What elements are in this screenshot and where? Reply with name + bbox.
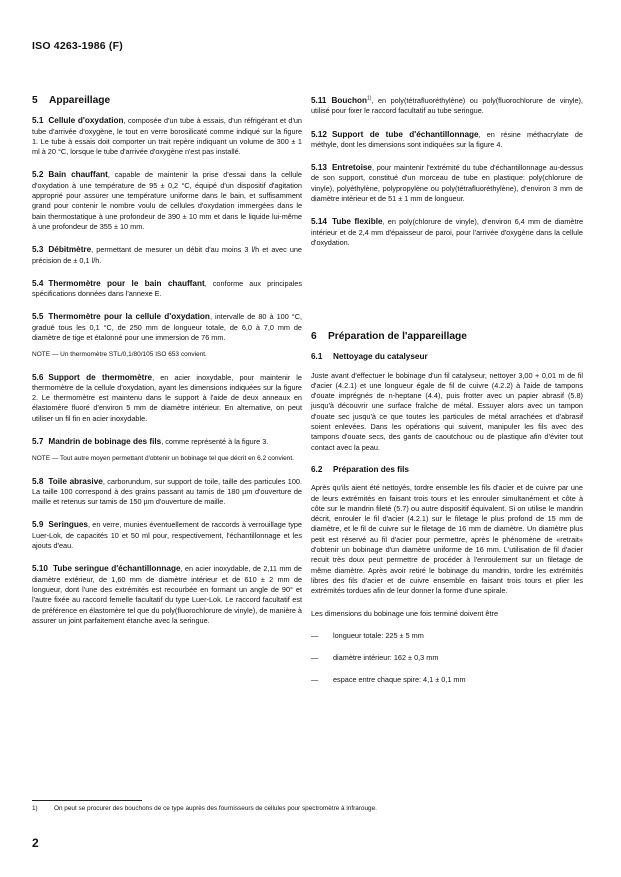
clause-number: 5.3: [32, 245, 44, 255]
clause-text: , intervalle de 80 à 100 °C, gradué tous les 0,1 °C, de 250 mm de longueur totale, de 6,0 à 7,0 mm de diamètre de tige et étalonné pour une immersion de 76 mm.: [32, 312, 303, 343]
clause-5-8: [32, 477, 302, 508]
dash-bullet: —: [311, 630, 319, 640]
subsection-heading-6-2: [311, 465, 583, 475]
clause-text: , en résine méthacrylate de méthyle, dont les dimensions sont indiquées sur la figure 4.: [311, 129, 583, 149]
clause-5-4: [32, 279, 302, 300]
footnote-ref: 1): [366, 95, 372, 102]
clause-5-9: [32, 520, 302, 551]
section-number: 6: [311, 331, 317, 342]
list-item: [311, 631, 583, 641]
clause-5-13: [311, 163, 583, 204]
clause-term: Thermomètre pour la cellule d'oxydation: [48, 312, 210, 322]
dash-bullet: —: [311, 675, 319, 685]
section-heading-6: [311, 332, 583, 342]
clause-term: Débitmètre: [48, 245, 92, 255]
subsection-title: Nettoyage du catalyseur: [333, 352, 428, 362]
document-header: ISO 4263-1986 (F): [32, 40, 123, 52]
clause-5-12: [311, 130, 583, 151]
footnote-divider: [32, 800, 142, 801]
subsection-number: 6.1: [311, 352, 323, 362]
clause-term: Tube seringue d'échantillonnage: [52, 564, 181, 574]
footnote: [32, 805, 377, 812]
subsection-heading-6-1: [311, 352, 583, 362]
left-column: [32, 96, 302, 639]
clause-number: 5.8: [32, 476, 44, 486]
note-5-5: NOTE — Un thermomètre STL/0,1/80/105 ISO 653 convient.: [32, 351, 207, 359]
clause-text: , composée d'un tube à essais, d'un réfrigérant et d'un tube d'arrivée d'oxygène, le tout en verre borosilicaté comme indiqué sur la figure 1. Le tube à essais doit comporter un trait repère indiquant un volume de 300 ± 1 ml à 20 °C, lorsque le tube d'arrivée d'oxygène n'est pas installé.: [32, 116, 302, 157]
footnote-text: On peut se procurer des bouchons de ce type auprès des fournisseurs de cellules pour spectromètre à infrarouge.: [54, 805, 377, 812]
clause-5-5: [32, 312, 302, 343]
clause-term: Toile abrasive: [48, 476, 103, 486]
clause-term: Thermomètre pour le bain chauffant: [48, 278, 205, 288]
clause-number: 5.11: [311, 96, 327, 105]
clause-term: Mandrin de bobinage des fils: [48, 437, 162, 447]
section-heading-5: [32, 96, 302, 106]
clause-term: Support de thermomètre: [48, 372, 153, 382]
clause-text: , comme représenté à la figure 3.: [161, 437, 269, 447]
clause-text: , en verre, munies éventuellement de raccords à verrouillage type Luer-Lok, de capacités 10 et 50 ml pour, respectivement, l'échantillonnage et les ajouts d'eau.: [32, 520, 302, 551]
clause-number: 5.7: [32, 437, 44, 447]
page-number: 2: [32, 836, 39, 850]
list-item-text: longueur totale: 225 ± 5 mm: [333, 630, 424, 640]
clause-term: Tube flexible: [331, 217, 383, 227]
clause-text: , permettant de mesurer un débit d'au moins 3 l/h et avec une précision de ± 0,1 l/h.: [32, 245, 302, 265]
note-5-7: NOTE — Tout autre moyen permettant d'obtenir un bobinage tel que décrit en 6.2 convient.: [32, 455, 294, 463]
clause-text: , pour maintenir l'extrémité du tube d'échantillonnage au-dessus de son support, constitué d'un morceau de tube en plastique: poly(chlorure de vinyle), polyéthylène, polypropylène ou poly(tétrafluoréthylène), d'environ 3 mm de diamètre intérieur et de 51 ± 1 mm de longueur.: [311, 163, 583, 204]
clause-text: , en acier inoxydable, pour maintenir le thermomètre de la cellule d'oxydation, ayant les dimensions indiquées sur la figure 2. Le thermomètre est maintenu dans le support à l'aide de deux anneaux en élastomère fluoré d'environ 5 mm de diamètre intérieur. En alternative, on peut utiliser un fil fin en acier inoxydable.: [32, 372, 302, 423]
clause-number: 5.9: [32, 520, 44, 530]
list-item: [311, 653, 583, 663]
clause-5-3: [32, 245, 302, 266]
clause-5-7: [32, 437, 302, 447]
clause-5-1: [32, 116, 302, 157]
subsection-number: 6.2: [311, 464, 323, 474]
list-item: [311, 675, 583, 685]
section-title: Préparation de l'appareillage: [328, 331, 467, 342]
subsection-title: Préparation des fils: [333, 464, 409, 474]
right-column-section-6: [311, 332, 583, 698]
clause-text: , en acier inoxydable, de 2,11 mm de diamètre extérieur, de 1,60 mm de diamètre intérieur et de 610 ± 2 mm de longueur, dont l'une des extrémités est recourbée en formant un angle de 90° et l'autre fixée au raccord femelle facultatif du type Luer-Lok. Le raccord facultatif est de préférence en élastomère tel que du poly(fluorochlorure de vinyle), de manière à assurer un joint parfaitement étanche avec la seringue.: [32, 564, 302, 625]
list-item-text: espace entre chaque spire: 4,1 ± 0,1 mm: [333, 675, 466, 685]
clause-term: Entretoise: [331, 163, 372, 173]
clause-number: 5.2: [32, 170, 44, 180]
clause-text: , en poly(chlorure de vinyle), d'environ 6,4 mm de diamètre intérieur et de 2,4 mm d'épaisseur de paroi, pour l'arrivée d'oxygène dans la cellule d'oxydation.: [311, 217, 583, 247]
clause-term: Support de tube d'échantillonnage: [331, 129, 479, 139]
clause-text: , carborundum, sur support de toile, taille des particules 100. La taille 100 correspond à des grains passant au tamis de 180 µm d'ouverture de maille et retenus sur tamis de 150 µm d'ouverture de maille.: [32, 476, 302, 507]
clause-number: 5.5: [32, 312, 44, 322]
right-column-top: [311, 96, 583, 261]
clause-term: Seringues: [48, 520, 88, 530]
clause-5-14: [311, 217, 583, 248]
paragraph-6-1: Juste avant d'effectuer le bobinage d'un fil catalyseur, nettoyer 3,00 + 0,01 m de fil d'acier (4.2.1) et une longueur égale de fil de cuivre (4.2.2) à l'aide de tampons d'ouate imprégnés de n-heptane (4.4), puis frotter avec un papier abrasif (5.8) jusqu'à découvrir une surface fraîche de métal. Essuyer alors avec un tampon d'ouate sec jusqu'à ce que toutes les particules de métal arrachées et d'abrasif soient enlevées. Dans les opérations qui suivent, manipuler les fils avec des tampons d'ouate secs, des gants de caoutchouc ou de plastique afin d'éviter tout contact avec la peau.: [311, 370, 583, 452]
clause-5-11: [311, 96, 583, 117]
clause-number: 5.1: [32, 116, 44, 126]
dash-bullet: —: [311, 653, 319, 663]
section-title: Appareillage: [49, 95, 111, 106]
clause-5-2: [32, 170, 302, 232]
clause-number: 5.14: [311, 217, 327, 227]
paragraph-dimensions-intro: Les dimensions du bobinage une fois terminé doivent être: [311, 608, 499, 618]
clause-text: , en poly(tétrafluoréthylène) ou poly(fluorochlorure de vinyle), utilisé pour fixer le raccord facultatif au tube seringue.: [311, 96, 583, 116]
list-item-text: diamètre intérieur: 162 ± 0,3 mm: [333, 653, 439, 663]
clause-text: , conforme aux principales spécifications données dans l'annexe E.: [32, 278, 302, 299]
clause-number: 5.12: [311, 129, 327, 139]
section-number: 5: [32, 95, 38, 106]
clause-term: Cellule d'oxydation: [48, 116, 124, 126]
clause-number: 5.13: [311, 163, 327, 173]
clause-term: Bain chauffant: [48, 170, 108, 180]
clause-text: , capable de maintenir la prise d'essai dans la cellule d'oxydation à une température de 95 ± 0,2 °C, équipé d'un dispositif d'agitation approprié pour assurer une température uniforme dans le bain, et suffisamment grand pour contenir le nombre voulu de cellules d'oxydation immergées dans le bain thermostatique à une profondeur de 390 ± 10 mm et dans le liquide lui-même à une profondeur de 355 ± 10 mm.: [32, 170, 302, 231]
clause-5-10: [32, 564, 302, 626]
clause-number: 5.4: [32, 278, 44, 288]
paragraph-6-2: Après qu'ils aient été nettoyés, tordre ensemble les fils d'acier et de cuivre par une de leurs extrémités en faisant trois tours et les enrouler simultanément et côte à côte sur le mandrin fileté (5.7) ou autre dispositif équivalent. Si on utilise le mandrin décrit, enrouler le fil d'acier (4.2.1) sur le filetage le plus profond de 15 mm de diamètre, et le fil de cuivre sur le filetage de 16 mm de diamètre. Un diamètre plus petit est réservé au fil d'acier pour permettre, après le phénomène de «retrait» d'obtenir un bobinage d'un diamètre uniforme de 16 mm. L'utilisation de fil d'acier recuit très doux peut permettre de procéder à l'enroulement sur un filetage de même diamètre. Après avoir retiré le bobinage du mandrin, tordre les extrémités libres des fils d'acier et de cuivre ensemble en faisant trois tours et plier les extrémités tordues afin de leur donner la forme d'une spirale.: [311, 483, 583, 596]
clause-5-6: [32, 373, 302, 424]
clause-term: Bouchon: [331, 96, 367, 105]
clause-number: 5.6: [32, 372, 44, 382]
footnote-mark: 1): [32, 805, 38, 812]
clause-number: 5.10: [32, 564, 48, 574]
